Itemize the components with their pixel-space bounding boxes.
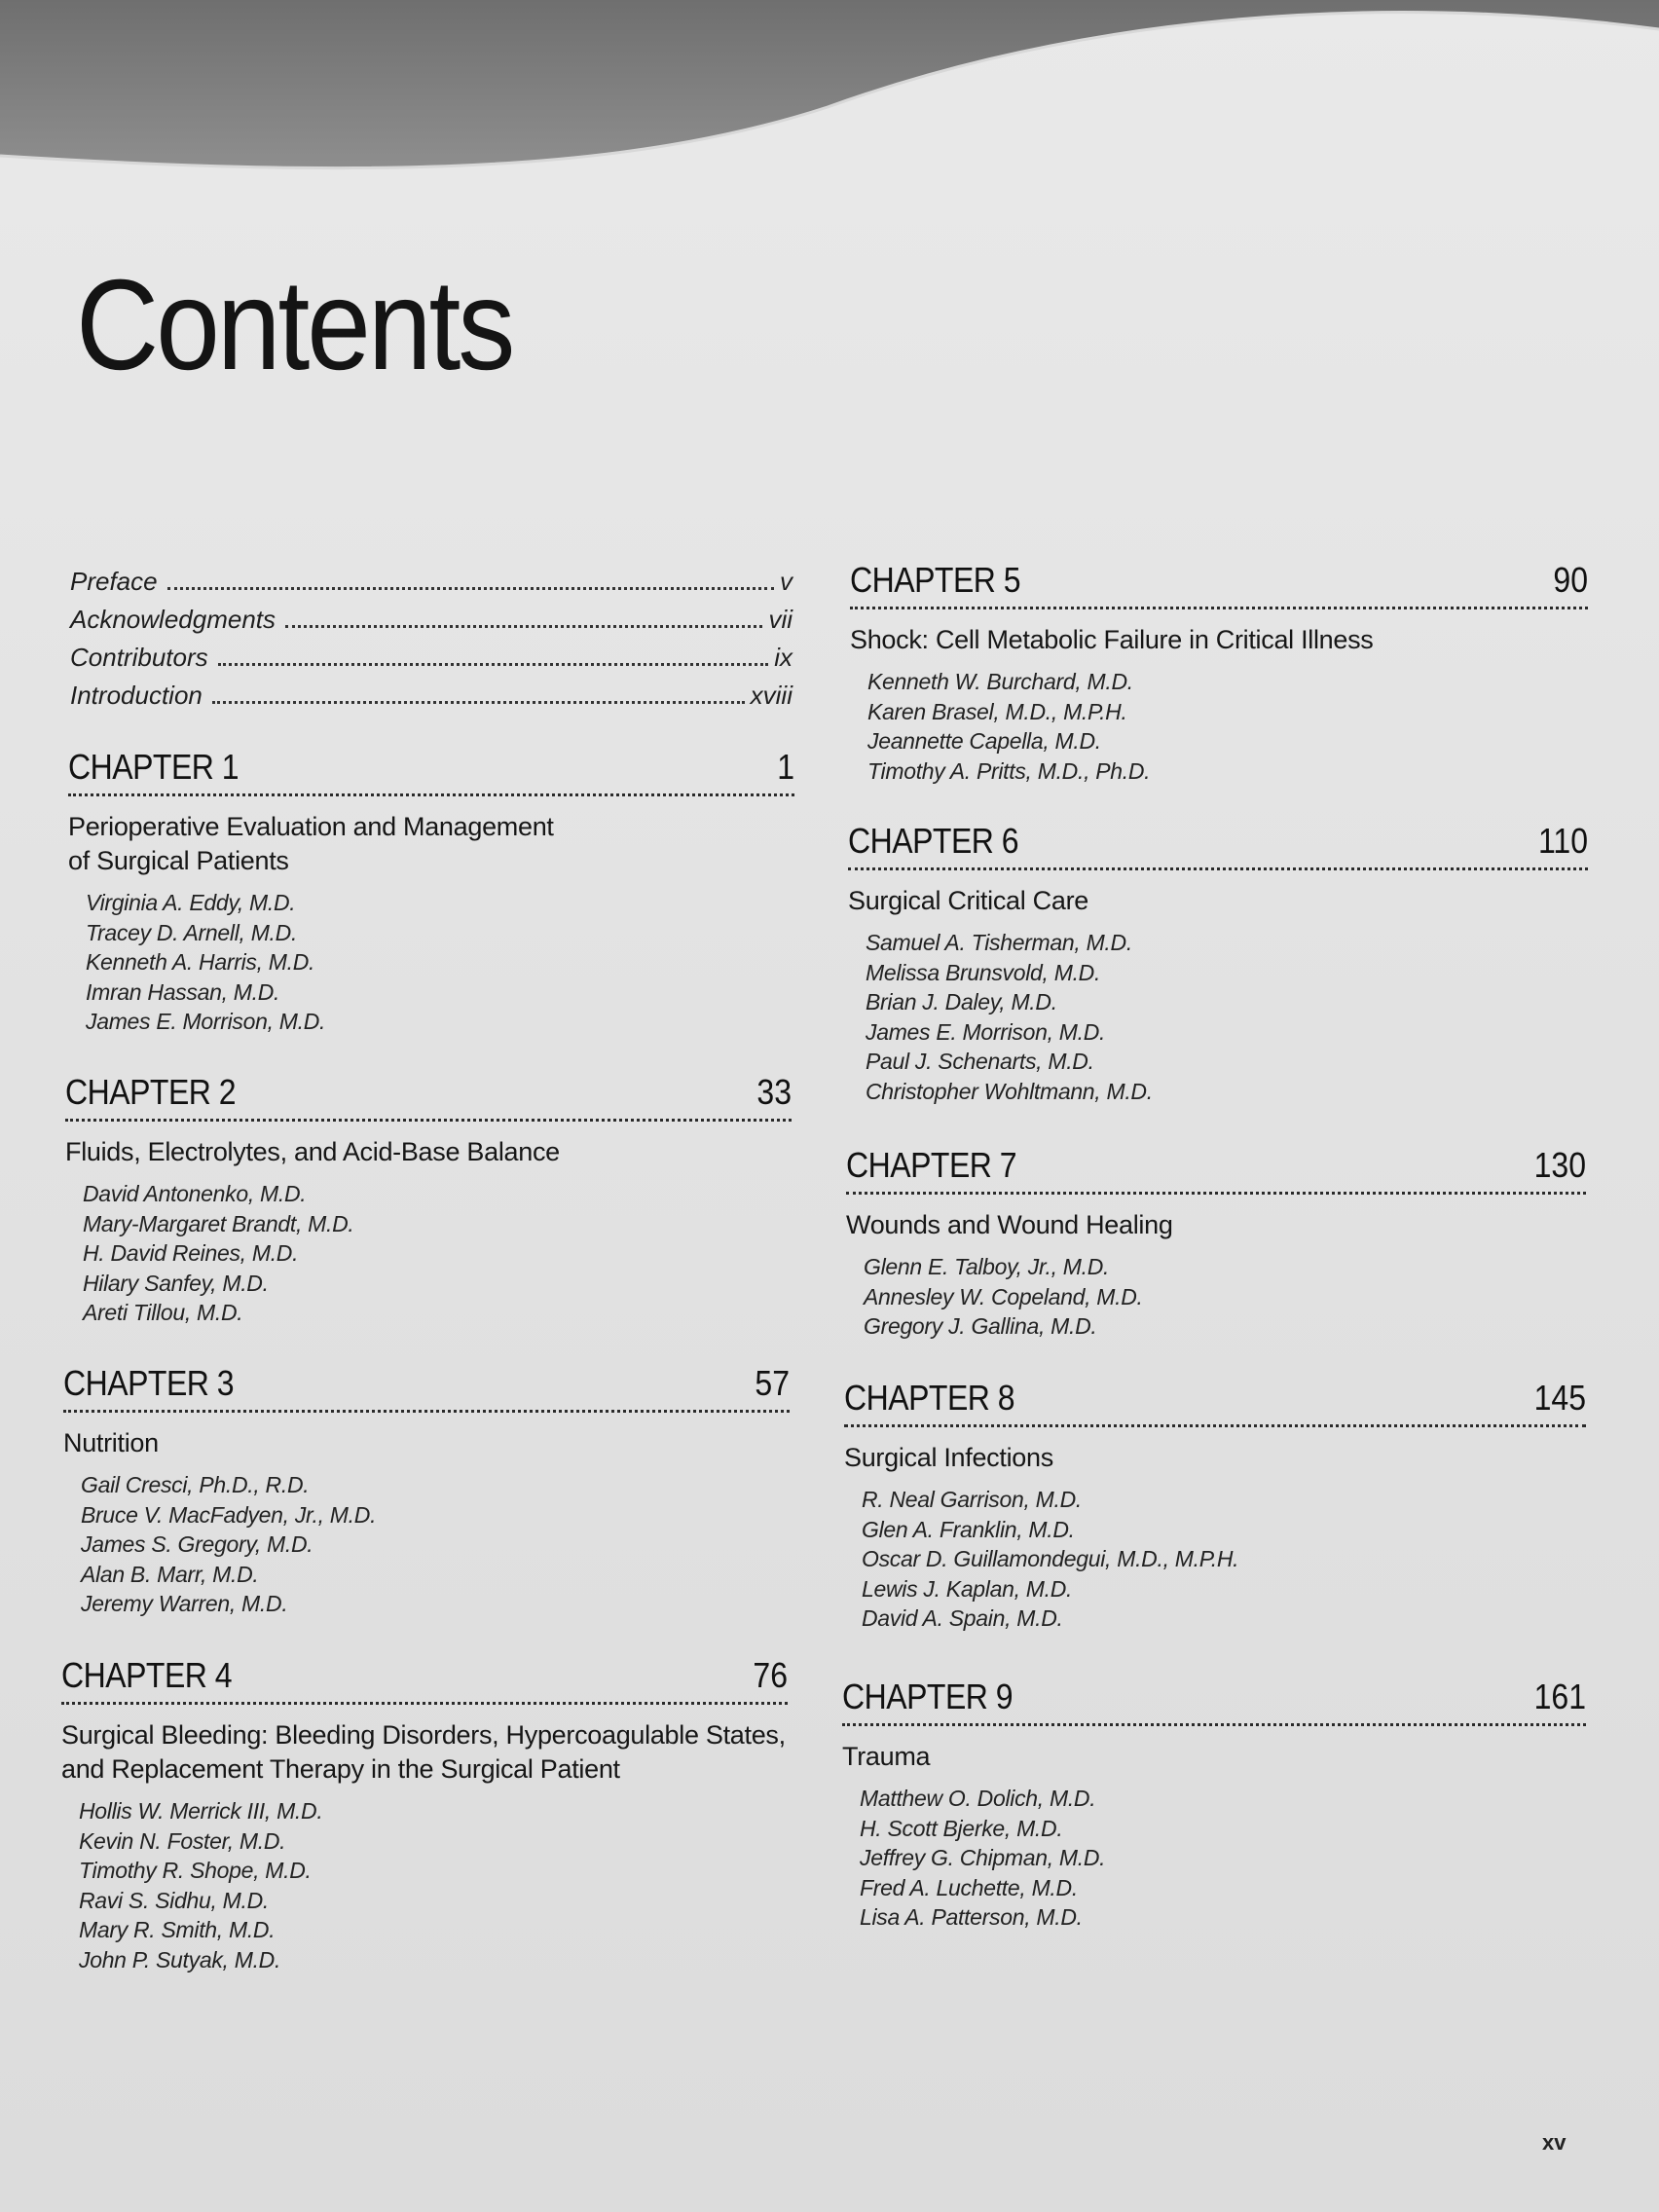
front-matter-page: xviii (750, 681, 793, 710)
chapter-title-line: Surgical Critical Care (848, 886, 1088, 915)
chapter-label: CHAPTER 5 (850, 560, 1021, 600)
author-name: Bruce V. MacFadyen, Jr., M.D. (81, 1501, 377, 1528)
front-matter-page: vii (768, 605, 793, 634)
author-name: Mary-Margaret Brandt, M.D. (83, 1210, 354, 1236)
author-list (842, 1784, 1586, 1933)
chapter-label: CHAPTER 3 (63, 1363, 235, 1403)
chapter-heading (846, 1145, 1586, 1195)
chapter-page-number: 33 (756, 1072, 792, 1112)
chapter-entry (65, 1072, 792, 1328)
author-list (850, 667, 1588, 786)
chapter-page-number: 1 (777, 747, 794, 787)
chapter-title (65, 1135, 792, 1169)
chapter-page-number: 90 (1553, 560, 1588, 600)
chapter-heading (68, 747, 794, 796)
author-list (63, 1470, 790, 1619)
author-name: H. David Reines, M.D. (83, 1240, 299, 1266)
chapter-page-number: 145 (1533, 1378, 1586, 1418)
author-name: Fred A. Luchette, M.D. (860, 1874, 1078, 1900)
author-list (68, 888, 794, 1037)
front-matter-item (70, 605, 793, 635)
author-name: R. Neal Garrison, M.D. (862, 1487, 1083, 1512)
chapter-title (844, 1441, 1586, 1475)
author-name: Christopher Wohltmann, M.D. (866, 1078, 1153, 1104)
author-name: James E. Morrison, M.D. (866, 1018, 1106, 1045)
leader-dots (285, 624, 762, 628)
chapter-label: CHAPTER 9 (842, 1677, 1014, 1716)
chapter-title-line: of Surgical Patients (68, 846, 289, 875)
chapter-title-line: Fluids, Electrolytes, and Acid-Base Balance (65, 1137, 560, 1166)
chapter-title (846, 1208, 1586, 1242)
chapter-page-number: 130 (1533, 1145, 1586, 1185)
front-matter-item (70, 567, 793, 597)
front-matter-page: ix (774, 643, 793, 672)
page-title: Contents (76, 253, 513, 398)
author-name: Kenneth W. Burchard, M.D. (867, 669, 1133, 694)
front-matter-label: Preface (70, 567, 158, 596)
chapter-label: CHAPTER 6 (848, 821, 1019, 861)
author-name: Imran Hassan, M.D. (86, 978, 280, 1005)
author-name: Tracey D. Arnell, M.D. (86, 919, 298, 945)
front-matter-item (70, 643, 793, 673)
front-matter-label: Introduction (70, 681, 203, 710)
author-name: Gail Cresci, Ph.D., R.D. (81, 1472, 310, 1497)
author-name: Glenn E. Talboy, Jr., M.D. (864, 1254, 1110, 1279)
chapter-entry (848, 821, 1588, 1106)
header-wave-band (0, 0, 1659, 195)
page-number: xv (1542, 2130, 1567, 2155)
chapter-title-line: Perioperative Evaluation and Management (68, 812, 554, 841)
chapter-entry (842, 1677, 1586, 1933)
chapter-title (68, 810, 794, 878)
author-name: Paul J. Schenarts, M.D. (866, 1049, 1094, 1074)
chapter-page-number: 57 (755, 1363, 790, 1403)
author-name: Matthew O. Dolich, M.D. (860, 1786, 1096, 1811)
chapter-page-number: 76 (753, 1655, 788, 1695)
chapter-label: CHAPTER 1 (68, 747, 240, 787)
author-list (846, 1252, 1586, 1342)
chapter-heading (850, 560, 1588, 609)
chapter-title-line: Wounds and Wound Healing (846, 1210, 1173, 1239)
chapter-heading (65, 1072, 792, 1122)
chapter-heading (844, 1378, 1586, 1427)
author-list (61, 1796, 788, 1974)
author-name: Jeremy Warren, M.D. (81, 1591, 288, 1616)
chapter-entry (844, 1378, 1586, 1634)
author-name: James S. Gregory, M.D. (81, 1531, 313, 1557)
author-name: Lisa A. Patterson, M.D. (860, 1904, 1083, 1930)
chapter-title (842, 1740, 1586, 1774)
chapter-title-line: Trauma (842, 1742, 931, 1771)
chapter-title-line: Surgical Infections (844, 1443, 1053, 1472)
author-name: Lewis J. Kaplan, M.D. (862, 1575, 1073, 1602)
chapter-heading (842, 1677, 1586, 1726)
front-matter-label: Acknowledgments (70, 605, 276, 634)
chapter-title (848, 884, 1588, 918)
chapter-entry (61, 1655, 788, 1974)
author-name: Glen A. Franklin, M.D. (862, 1516, 1075, 1542)
chapter-entry (63, 1363, 790, 1619)
author-name: Alan B. Marr, M.D. (81, 1561, 259, 1587)
chapter-heading (63, 1363, 790, 1413)
chapter-label: CHAPTER 2 (65, 1072, 237, 1112)
author-list (848, 928, 1588, 1106)
chapter-heading (848, 821, 1588, 870)
author-name: Jeffrey G. Chipman, M.D. (860, 1845, 1106, 1870)
chapter-title (850, 623, 1588, 657)
chapter-entry (850, 560, 1588, 786)
front-matter-page: v (780, 567, 793, 596)
author-name: Brian J. Daley, M.D. (866, 989, 1057, 1014)
leader-dots (167, 586, 774, 590)
front-matter-label: Contributors (70, 643, 208, 672)
chapter-title-line: Nutrition (63, 1428, 159, 1457)
chapter-label: CHAPTER 7 (846, 1145, 1017, 1185)
author-name: Jeannette Capella, M.D. (867, 728, 1101, 754)
author-name: Melissa Brunsvold, M.D. (866, 959, 1101, 985)
chapter-title-line: Shock: Cell Metabolic Failure in Critical Illness (850, 625, 1374, 654)
author-name: Virginia A. Eddy, M.D. (86, 890, 296, 915)
chapter-entry (68, 747, 794, 1037)
author-name: Kenneth A. Harris, M.D. (86, 949, 315, 975)
author-name: John P. Sutyak, M.D. (79, 1946, 281, 1972)
author-name: Kevin N. Foster, M.D. (79, 1827, 286, 1854)
chapter-title-line: and Replacement Therapy in the Surgical Patient (61, 1754, 620, 1784)
author-name: Hilary Sanfey, M.D. (83, 1270, 269, 1296)
author-name: Samuel A. Tisherman, M.D. (866, 930, 1132, 955)
author-name: Timothy R. Shope, M.D. (79, 1858, 312, 1883)
author-name: Mary R. Smith, M.D. (79, 1917, 276, 1942)
front-matter-item (70, 681, 793, 711)
author-name: Hollis W. Merrick III, M.D. (79, 1798, 323, 1824)
author-name: Oscar D. Guillamondegui, M.D., M.P.H. (862, 1546, 1239, 1571)
chapter-entry (846, 1145, 1586, 1342)
chapter-page-number: 161 (1533, 1677, 1586, 1716)
leader-dots (212, 700, 745, 704)
author-name: Karen Brasel, M.D., M.P.H. (867, 698, 1127, 724)
leader-dots (218, 662, 769, 666)
author-name: Timothy A. Pritts, M.D., Ph.D. (867, 757, 1151, 784)
chapter-page-number: 110 (1537, 821, 1588, 861)
author-list (65, 1179, 792, 1328)
chapter-title-line: Surgical Bleeding: Bleeding Disorders, Hypercoagulable States, (61, 1720, 786, 1750)
author-name: James E. Morrison, M.D. (86, 1009, 326, 1034)
author-name: Ravi S. Sidhu, M.D. (79, 1887, 269, 1913)
chapter-title (63, 1426, 790, 1460)
chapter-label: CHAPTER 8 (844, 1378, 1015, 1418)
author-name: Gregory J. Gallina, M.D. (864, 1313, 1097, 1339)
author-name: David A. Spain, M.D. (862, 1605, 1063, 1631)
chapter-title (61, 1718, 788, 1787)
chapter-label: CHAPTER 4 (61, 1655, 233, 1695)
chapter-heading (61, 1655, 788, 1705)
author-name: Annesley W. Copeland, M.D. (864, 1283, 1143, 1309)
author-list (844, 1485, 1586, 1634)
author-name: Areti Tillou, M.D. (83, 1300, 243, 1325)
author-name: David Antonenko, M.D. (83, 1181, 307, 1206)
author-name: H. Scott Bjerke, M.D. (860, 1815, 1063, 1841)
